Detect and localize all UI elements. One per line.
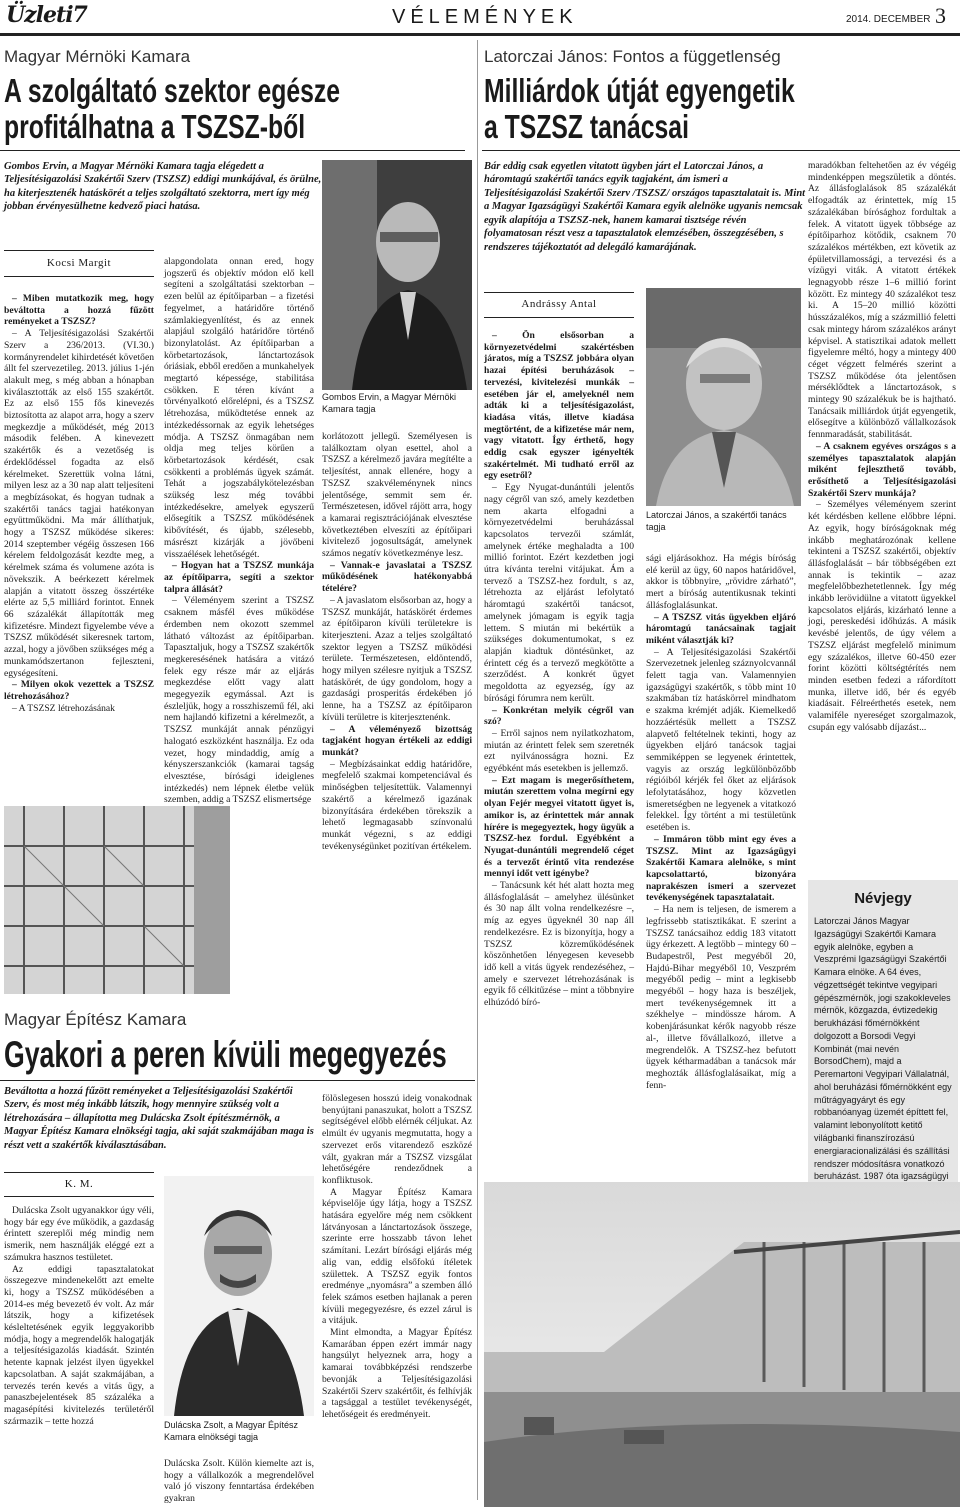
article1-headline-2: profitálhatna a TSZSZ-ből [4,108,306,145]
answer: – Ha nem is teljesen, de ismerem a legfrissebb statisztikákat. E szerint a TSZSZ tanácsaihoz eddig 183 vitatott ügy érkezett. A legtöbb – mintegy 60 – Budapestről, Pest megyéből 20, Hajdú-Bihar megyéből 10, Veszprém megyéből pedig – mint a legkisebb megyéből – hogy haza is beszéljek, mert tevékenységemnek itt a székhelye – mindössze három. A kobenjárásunkat kérők nagyobb része al-, illetve fővállalkozó, illetve a megrendelők. A TSZSZ-hez befutott ügyek kétharmadában a tanácsok már meghozták állásfoglalásaikat, míg a fenn- [646,904,796,1091]
byline-rule [484,317,634,318]
question: – Konkrétan melyik cégről van szó? [484,704,634,728]
photo-construction-scaffolding [4,806,230,994]
answer: – A Teljesítésigazolási Szakértői Szervezetnek jelenleg száznyolcvannál felett tagja van. Valamennyien igazságügyi szakértők, s több mint 10 szakmában tíz hatáskörrel mindhatom e szakma krémjét adják. Kiemelkedő hozzáértésük mellett a TSZSZ alapvető feltételnek tekinti, hogy az ügyekben eljáró tanácsok tagjai semmiképpen se legyenek érintettek, vagyis az ország legkülönbözőbb régióiból kérjék fel őket az eljárások lefolytatásához, hogy közvetlen ismeretségben ne legyenek a vitatkozó felekkel. Így történt a mi testületünk esetében is. [646,646,796,834]
article2-byline: Andrássy Antal [521,298,597,310]
answer: – A TSZSZ létrehozásának [12,702,115,714]
article3-col1 [4,1205,154,1427]
question: – Ezt magam is megerősíthetem, miután szerettem volna megírni egy olyan Fejér megyei vitatott ügyet is, amikor is, az érintettek már annak hírére is megegyeztek, hogy ügyük a TSZSZ-hez fordul. Egyébként a Nyugat-dunántúli megrendelő céget és a tervezőt érintő vita rendezése mennyi időt vett igénybe? [484,774,634,880]
nevjegy-text: Latorczai János Magyar Igazságügyi Szakértői Kamara egyik alelnöke, egyben a Veszprémi Igazságügyi Szakértői Kamara elnöke. A 64 éves, végzettségét tekintve vegyipari gépészmérnök, jogi szakokleveles mérnök, közgazda, évtizedekig berukházási főmérnökként dolgozott a Borsodi Vegyi Kombinát (mai nevén BorsodChem), majd a Peremartoni Vegyipari Vállalatnál, ahol beruházási főmérnökként egy műtrágyagyáryt és egy robbanóanyag üzemét építtett fel, valamint lebonyolított ketitő világbanki finanszírozású energiaracionalizálási és szállítási rendszer módosításra vonatkozó beruházást. 1987 óta igazságügyi [814,916,952,1182]
article1-col2 [164,256,314,806]
page-divider [477,40,478,1500]
byline-rule [484,292,634,293]
paragraph: Dulácska Zsolt. Külön kiemelte azt is, hogy a vállalkozók a megrendelővel való jó viszony fenntartása érdekében gyakran [164,1458,314,1505]
byline-rule [4,1172,154,1173]
answer: – Tanácsunk két hét alatt hozta meg állásfoglalását – amelyhez ülésünket és 30 nap állt volna rendelkezésre –, míg az egyes ügyeknél 30 nap áll rendelkezésre. Ez is bizonyítja, hogy a TSZSZ közreműködésének köszönhetően lényegesen kevesebb idő kell a vitás ügyek rendezéséhez, – amely e szervezet létrehozásának is egyik fő célkitűzése – mint a többnyire elhúzódó bíró- [484,880,634,1009]
photo-construction-site [484,1182,960,1507]
photo-latorczai-janos [646,288,801,506]
paragraph: A Magyar Építész Kamara képviselője úgy látja, hogy a TSZSZ hatására egyelőre még nem csökkent látványosan a lánctartozások összege, szerinte erre hosszabb távon lehet számítani. Lezárt bírósági eljárás még alig van, eddig elsőfokú ítéletek születtek. A TSZSZ egyik fontos eredménye „nyomásra” a szemben álló felek számos esetben hajlanak a peren kívüli megegyezésre, és ezzel zárul is a vitájuk. [322,1186,472,1327]
article1-byline: Kocsi Margit [46,257,112,269]
byline-rule [4,1196,154,1197]
article3-col2-tail [164,1458,314,1505]
masthead-rule [0,33,960,36]
answer: – A javaslatom elsősorban az, hogy a TSZSZ munkáját, hatáskörét érdemes az építőiparon kívüli területekre is kiterjeszteni. Azaz a teljes szolgáltató szektor legyen a TSZSZ működési területe. Természetesen, eldöntendő, hogy milyen szélesre nyitjuk a TSZSZ hatáskörét, de úgy gondolom, hogy a gazdasági prosperitás érdekében jó lenne, ha a TSZSZ az építőiparon kívüli területre is kiterjesztenénk. [322,594,473,723]
answer: – Személyes véleményem szerint két kérdésben kellene előbbre lépni. Az egyik, hogy bíróságoknak még inkább meghatározónak kellene tekinteni a TSZSZ szakértői, objektív állásfoglalását – bár többségében ezt annak is tekintik – azaz megfelelőbbezhetetlennek. Így még inkább lerövidülne a vitatott ügyekkel kapcsolatos eljárás, kizárható lenne a jogi, pereskedési időhúzás. A másik kevésbé jelentős, de úgy vélem a TSZSZ eljárást megfelelő minimum egy százalékos, illetve 60-450 ezer forint közötti költségtérítés nem minden esetben fedezi a ráfordított munka, illetve idő, bér és egyéb kiadásait. Félreérthetés esetek, nem valamiféle nyereséget szorgalmazok, csupán egy valósabb díjazást... [808,499,956,733]
article3-byline: K. M. [64,1178,94,1190]
question: – A csaknem egyéves országos s a személyes tapasztalatok alapján miként fejleszthető tovább, erősíthető a Teljesítésigazolási Szakértői Szerv munkája? [808,440,956,499]
issue-date: 2014. DECEMBER [846,14,931,25]
article3-col3 [322,1093,472,1421]
answer: – Egy Nyugat-dunántúli jelentős nagy cégről van szó, amely kezdetben nem akarta elfogadni a környezetvédelmi beruházással kapcsolatos tervezői számlát, amelynek értéke meghaladta a 100 millió forintot. Ezért kezdetben jogi útra kívánta terelni vitájukat. Ám a tervező a TSZSZ-hez fordult, s az, létrehozta az eljárást lefolytató háromtagú szakértői tanácsot, amelynek jómagam is egyik tagja lettem. S miután mi bekértük a szükséges dokumentumokat, s ez alapján kiadtuk döntésünket, az érintett cég és a tervező megkötötte a szerződést. A konkrét ügyet megoldotta az egyezség, így az bírósági fórumra nem került. [484,482,634,704]
article2-col3 [808,160,956,733]
masthead-logo: Üzleti7 [6,2,87,28]
article2-rule [482,150,960,151]
paragraph: korlátozott jellegű. Személyesen is találkoztam olyan esettel, ahol a TSZSZ a kérelmező javára megítélte a teljesítést, annak ellenére, hogy a TSZSZ szakvéleménynek nincs jelentősége, semmit sem ér. Természetesen, idővel rájött arra, hogy a kamarai regisztrációjának elvesztése következtében elveszíti az építőipari kivitelező jogosultságát, amelynek számos negatív következménye lesz. [322,431,472,560]
paragraph: Mint elmondta, a Magyar Építész Kamarában éppen ezért immár nagy hangsúlyt helyeznek arra, hogy a kamarai továbbképzési rendszerbe bevonják a Teljesítésigazolási Szakértői Szerv szakértőit, és felhívják a tagsággal a testület tevékenységét, lehetőségeit és eredményeit. [322,1327,472,1420]
nevjegy-box [808,880,958,1185]
paragraph: sági eljárásokhoz. Ha mégis bíróság elé kerül az ügy, 60 napos határidővel, akkor is többnyire, „rövidre zárható”, mert a bíróság autentikusnak tekinti állásfoglalásunkat. [646,553,796,611]
byline-rule [4,276,154,277]
article3-headline: Gyakori a peren kívüli megegyezés [4,1034,447,1075]
page-number: 3 [935,3,946,28]
nevjegy-title: Névjegy [854,890,912,907]
article2-lead: Bár eddig csak egyetlen vitatott ügyben járt el Latorczai János, a háromtagú szakértői tanács egyik tagjaként, ám ismeri a Teljesítésigazolási Szakértői Szerv /TSZSZ/ országos tapasztalatait is. Mint a Magyar Igazságügyi Szakértői Kamara egyik alelnöke ugyanis nemcsak egyik alapítója a TSZSZ-nek, hanem kamarai tisztsége révén folyamatosan részt vesz a tapasztalatok elemzésében, összegzésében, s rendszeres tájékoztatót ad delegáló kamarájának. [484,161,806,253]
photo-gombos-ervin [322,160,472,390]
article2-col1 [484,330,634,1009]
article1-rule [0,150,465,151]
article1-col3 [322,431,472,852]
article2-headline-1: Milliárdok útját egyengetik [484,72,795,109]
article2-headline-2: a TSZSZ tanácsai [484,108,689,145]
question: – Immáron több mint egy éves a TSZSZ. Mint az Igazságügyi Szakértői Kamara alelnöke, s mint kapcsolattartó, bizonyára naprakészen ismeri a szervezet tevékenységének tapasztalatait. [646,833,796,904]
article2-photo-caption: Latorczai János, a szakértői tanács tagja [646,510,787,532]
article1-headline-1: A szolgáltató szektor egésze [4,72,341,109]
question: – Miben mutatkozik meg, hogy beváltotta a hozzá fűzött reményeket a TSZSZ? [4,293,154,328]
section-title: VÉLEMÉNYEK [392,6,578,28]
answer: – Erről sajnos nem nyilatkozhatom, miután az érintett felek sem szeretnék ezt nyilvánosságra hozni. Ez egyébként más esetekben is jellemző. [484,727,634,775]
article1-photo-caption: Gombos Ervin, a Magyar Mérnöki Kamara tagja [322,392,457,414]
answer: – Megbízásainkat eddig határidőre, megfelelő szakmai kompetenciával és minőségben teljesítettük. Valamennyi szakértő a kérelmező igazának bizonyítására érdekében törekszik a lehető legmagasabb színvonalú munkát végezni, s az eddigi tevékenységünket pozitívan értékelem. [322,758,472,852]
article1-kicker: Magyar Mérnöki Kamara [4,47,191,66]
paragraph: maradókban feltehetően az év végéig mindenképpen megszületik a döntés. Az állásfoglalások 85 százalékát elfogadták az érintettek, míg 15 százalékában bírósághoz fordultak a felek. A vitatott ügyek többsége az építőiparhoz kötődik, csaknem 70 százalékos mértékben, ezt követik az épületvillamossági, a tervezési és a vízügyi viták. A vitatott értékek legnagyobb része 1–6 millió forint között. Ez mintegy 40 százalékot tesz ki. A 15–20 millió közötti hússzázalékos, míg a százmillió feletti csak mintegy három százalékos arányt képvisel. A statisztikai adatok mellett figyelemre méltó, hogy a mintegy 400 céget végzett felmérés szerint a TSZSZ működése óta jelentősen mérséklődtek a lánctartozások, s mintegy 90 százalékuk be is hajtható. Tanácsaik milliárdok útját egyengetik, elősegítve a különböző vállalkozások fennmaradását, stabilitását. [808,160,956,441]
article3-kicker: Magyar Építész Kamara [4,1010,187,1029]
article3-lead: Beváltotta a hozzá fűzött reményeket a Teljesítésigazolási Szakértői Szerv, és most még inkább látszik, hogy mennyire szükség volt a létrehozására – állapította meg Dulácska Zsolt építészmérnök, a Magyar Építész Kamara elnökségi tagja, aki saját szakmájában maga is részt vett a szakértők kiválasztásában. [4,1086,314,1151]
question: – A TSZSZ vitás ügyekben eljáró háromtagú tanácsainak tagjait miként választják ki? [646,611,796,646]
byline-rule [4,250,154,251]
paragraph: fölöslegesen hosszú ideig vonakodnak benyújtani panaszukat, holott a TSZSZ segítségével előbb elérnék céljukat. Az elmúlt év ugyanis megmutatta, hogy a szervezet erős vitarendező eszközé vált, gyakran már a TSZSZ vizsgálat lehetőségére rendeződnek a konfliktusok. [322,1093,472,1186]
paragraph: Dulácska Zsolt ugyanakkor úgy véli, hogy bár egy éve működik, a gazdaság érintett szereplői még mindig nem ismerik, nem használják eléggé ezt a számukra hasznos testületet. [4,1205,154,1263]
article2-kicker: Latorczai János: Fontos a függetlenség [484,47,781,66]
answer: – A Teljesítésigazolási Szakértői Szerv a 236/2013. (VI.30.) kormányrendelet kihirdetését követően állt fel szervezetileg. 2013. július 1-jén alakult meg, s még abban a hónapban kiválasztották az első 155 szakértőt. Ez az első 155 fős kinevezés biztosította az alapot arra, hogy a szerv megkezdje a működését, még 2013 második felében. A kinevezett szakértők és a vezetőség is érdeklődéssel fogadta az első kérelmeket. Szerettük volna látni, milyen lesz az a 30 nap alatt teljesíteni a megbízásokat, és hogyan tudnak a szakértői tanács tagjai hatékonyan együttműködni. Ma már állíthatjuk, hogy a TSZSZ működése sikeres: 2014 szeptember végéig összesen 166 kérelem feldolgozását kezdte meg, a kérelmek száma és volumene azóta is növekszik. A beérkezett kérelmek alapján a vitatott összeg összértéke elérte az 5,5 milliárd forintot. Ennek 66 százalékát állapították meg kifizetésre. Mindezt figyelembe véve a TSZSZ működését sikeresnek tartom, azzal, hogy a jövőben szükséges még a munkamódszertanon fejleszteni, egységesíteni. [4,328,154,679]
question: – Vannak-e javaslatai a TSZSZ működésének hatékonyabbá tételére? [322,559,472,595]
question: – Milyen okok vezettek a TSZSZ létrehozásához? [4,679,154,702]
photo-dulacska-zsolt [164,1176,314,1416]
article3-rule [0,1080,475,1081]
question: – A véleményező bizottság tagjaként hogyan értékeli az eddigi munkát? [322,723,472,758]
answer: – Véleményem szerint a TSZSZ csaknem másfél éves működése érdemben nem okozott szemmel látható változást az építőiparban. Tapasztaljuk, hogy a TSZSZ szakértők megkeresésének hatására a vitázó felek egy része már az eljárás megkezdése előtt vagy alatt megegyezik egymással. Azt is észleljük, hogy a rosszhiszemű fél, aki nem hajlandó kifizetni a kérelmezőt, a TSZSZ munkáját annak pénzügyi halogató eszközként használja. Ez oda vezet, hogy mindaddig, amíg a kényszerszankciók (kamarai tagság elvesztése, bírósági ideiglenes intézkedés) nem lépnek életbe velük szemben, addig a TSZSZ elismertsége [164,595,314,806]
article1-lead: Gombos Ervin, a Magyar Mérnöki Kamara tagja elégedett a Teljesítésigazolási Szakértői Szerv (TSZSZ) eddigi munkájával, és örülne, ha kiterjesztenék hatáskörét a teljes szolgáltató szektorra, mert így még jobban érvényesülhetne kedvező piaci hatása. [4,161,322,213]
paragraph: Az eddigi tapasztalatokat összegezve mindenekelőtt azt emelte ki, hogy a TSZSZ működésében a 2014-es még bevezető év volt. Az már látszik, hogy a kifizetések késleltetésének egyik leggyakoribb módja, hogy a megrendelők halogatják a teljesítésigazolás kiadását. Szintén hetente kapnak jelzést ilyen ügyekkel kapcsolatban. A saját szakmájában, a tervezés terén kevés a vitás ügy, a panaszbejelentések 85 százaléka a magasépítési kivitelezés területéről származik – tette hozzá [4,1263,154,1427]
paragraph: alapgondolata onnan ered, hogy jogszerű és objektív módon elő kell segíteni a szolgáltatási szektorban – ezen belül az építőiparban – a fizetési fegyelmet, a határidőre történő számlakiegyenlítést, és az ennek alapjául szolgáló határidőre történő bizonylatolást. Az építőiparban a körbetartozások, lánctartozások óriásiak, ebből eredően a munkahelyek megtartó képessége, stabilitása csökken. E téren kívánt a törvényalkotó előrelépni, és a TSZSZ létrehozása, működtetése ennek az intézkedéssornak az egyik lehetséges módja. A TSZSZ önmagában nem oldja meg teljes körűen a körbetartozások kérdését, csak csökkenti a problémás ügyek számát. Tehát a jogszabálykötelezésban szükség lesz még további intézkedésekre, amelyek egyszerű elősegítik a TSZSZ működésének kibővítését, és újabb, szélesebb, másrészt kizárják a jövőbeni visszaélések lehetőségét. [164,256,314,560]
question: – Ön elsősorban a környezetvédelmi szakértésben járatos, míg a TSZSZ jobbára olyan hazai építési beruházások – tervezési, kivitelezési munkák – esetében jár el, amelyeknél nem adták ki a teljesítésigazolást, kiadása vitás, illetve kiadása megtörtént, de a kifizetése már nem, vagy vitatott. Így érthető, hogy eddig csak egyszer igényelték szakértelmét. Mi tudható erről az egy esetről? [484,330,634,482]
article1-col1 [4,293,154,714]
article2-col2 [646,553,796,1091]
question: – Hogyan hat a TSZSZ munkája az építőiparra, segíti a szektor talpra állását? [164,560,314,595]
article3-photo-caption: Dulácska Zsolt, a Magyar Építész Kamara elnökségi tagja [164,1420,299,1442]
